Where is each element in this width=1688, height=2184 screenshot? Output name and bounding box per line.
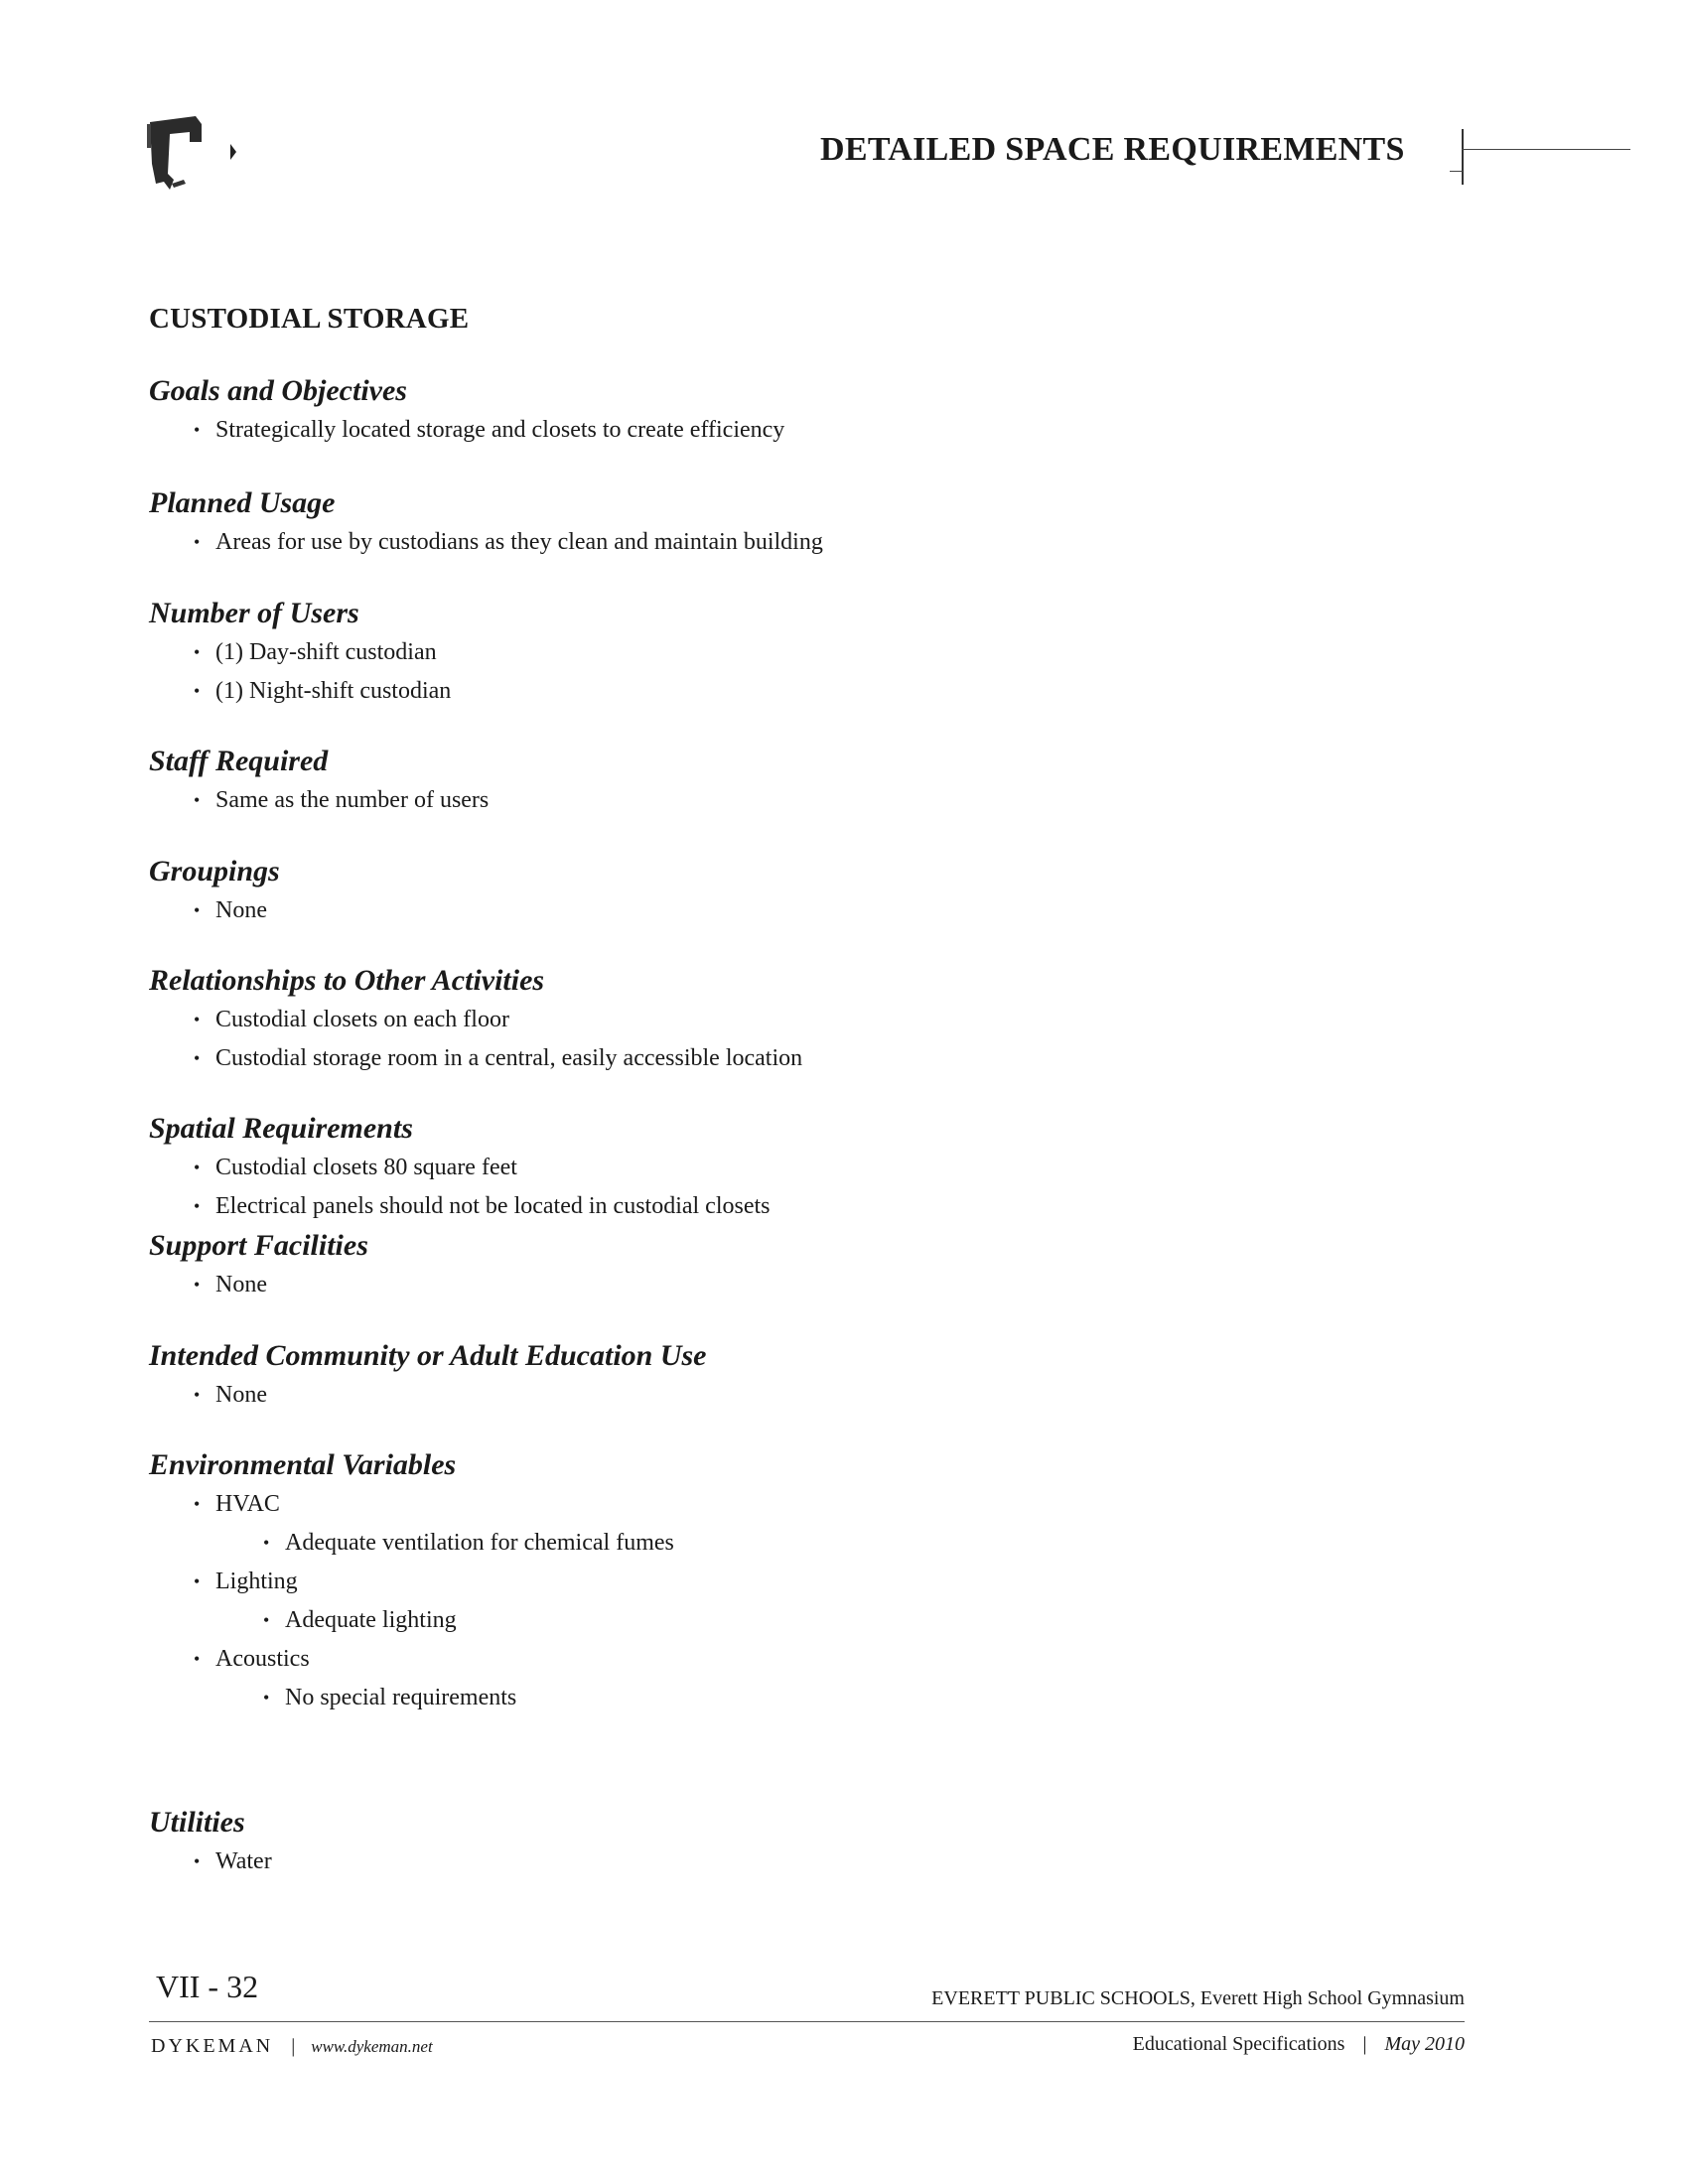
bullet-item: • (1) Day-shift custodian [149, 633, 1440, 672]
group-support-facilities [149, 1226, 1440, 1304]
sub-bullet-item: • No special requirements [149, 1679, 1440, 1717]
group-heading: Groupings [149, 855, 280, 887]
bullet-item: • (1) Night-shift custodian [149, 672, 1440, 711]
group-heading: Utilities [149, 1806, 245, 1839]
bullet-item: • Water [149, 1843, 1440, 1881]
bullet-item: • HVAC [149, 1485, 1440, 1524]
group-heading: Number of Users [149, 597, 359, 629]
header-rule-tick [1450, 171, 1463, 172]
bullet-item: • None [149, 891, 1440, 930]
group-heading: Environmental Variables [149, 1448, 457, 1481]
bullet-item: • Custodial closets on each floor [149, 1001, 1440, 1039]
footer-separator: | [1362, 2033, 1367, 2055]
group-heading: Goals and Objectives [149, 374, 407, 407]
bullet-item: • Custodial storage room in a central, easily accessible location [149, 1039, 1440, 1078]
group-relationships [149, 961, 1440, 1078]
bullet-item: • Acoustics [149, 1640, 1440, 1679]
footer-website-link: www.dykeman.net [311, 2037, 433, 2056]
footer-company: DYKEMAN [151, 2035, 274, 2057]
bullet-item: • Custodial closets 80 square feet [149, 1149, 1440, 1187]
sub-bullet-item: • Adequate ventilation for chemical fumes [149, 1524, 1440, 1563]
bullet-item: • Same as the number of users [149, 781, 1440, 820]
group-heading: Support Facilities [149, 1229, 368, 1262]
footer-right [1133, 2033, 1465, 2056]
footer-organization: EVERETT PUBLIC SCHOOLS, Everett High School Gymnasium [931, 1987, 1465, 2009]
bullet-item: • None [149, 1266, 1440, 1304]
group-heading: Relationships to Other Activities [149, 964, 545, 997]
group-spatial-requirements [149, 1109, 1440, 1226]
footer-rule [149, 2021, 1465, 2022]
header-rule-vertical [1462, 129, 1464, 185]
bullet-item: • Electrical panels should not be located in custodial closets [149, 1187, 1440, 1226]
bullet-item: • Strategically located storage and closets to create efficiency [149, 411, 1440, 450]
group-utilities [149, 1803, 1440, 1881]
footer-document-name: Educational Specifications [1132, 2033, 1345, 2055]
page-header-title: DETAILED SPACE REQUIREMENTS [820, 131, 1405, 168]
dykeman-logo-icon [144, 114, 253, 204]
group-heading: Staff Required [149, 745, 329, 777]
bullet-item: • Lighting [149, 1563, 1440, 1601]
group-goals [149, 371, 1440, 450]
footer-date: May 2010 [1384, 2033, 1465, 2055]
group-planned-usage [149, 483, 1440, 562]
group-groupings [149, 852, 1440, 930]
page-number: VII - 32 [156, 1969, 259, 2004]
group-staff-required [149, 742, 1440, 820]
footer-left [151, 2035, 433, 2058]
group-heading: Spatial Requirements [149, 1112, 413, 1145]
group-heading: Intended Community or Adult Education Use [149, 1339, 707, 1372]
group-community-use [149, 1336, 1440, 1415]
bullet-item: • None [149, 1376, 1440, 1415]
group-number-of-users [149, 594, 1440, 711]
bullet-item: • Areas for use by custodians as they clean and maintain building [149, 523, 1440, 562]
footer-separator: | [291, 2035, 296, 2057]
sub-bullet-item: • Adequate lighting [149, 1601, 1440, 1640]
group-environmental-variables [149, 1445, 1440, 1717]
header-rule-horizontal [1462, 149, 1630, 150]
group-heading: Planned Usage [149, 486, 336, 519]
section-title: CUSTODIAL STORAGE [149, 303, 470, 335]
requirements-content [149, 371, 1440, 1881]
